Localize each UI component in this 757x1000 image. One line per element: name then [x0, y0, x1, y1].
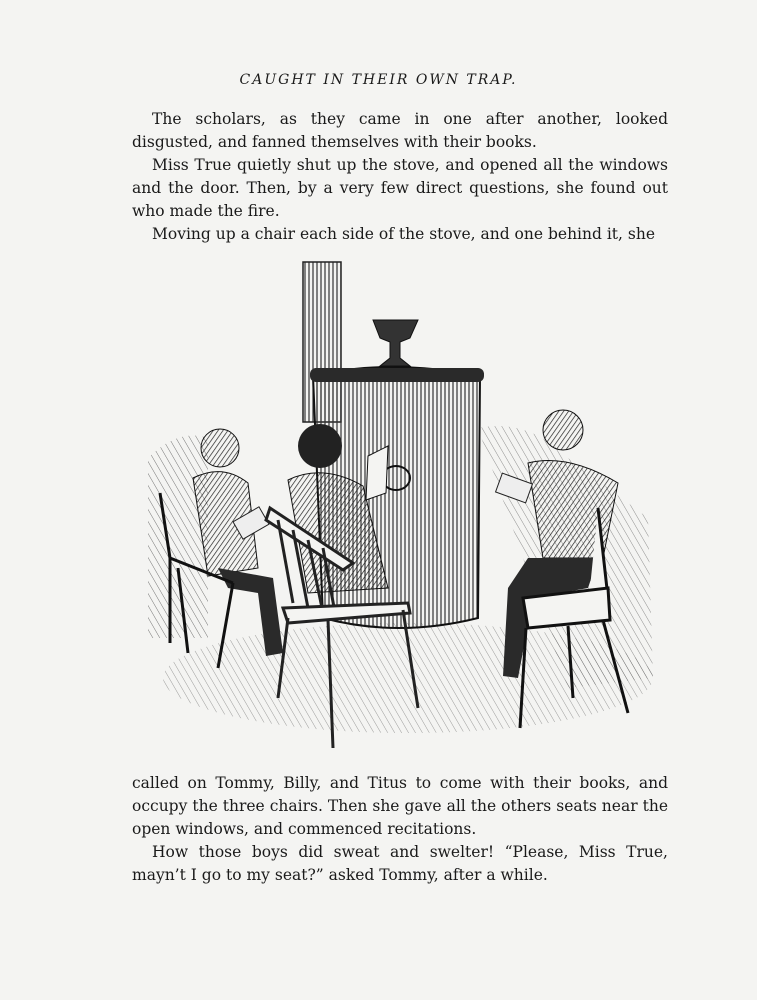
top-text-block	[132, 108, 668, 246]
paragraph: Moving up a chair each side of the stove, and one behind it, she	[152, 225, 655, 243]
paragraph: Miss True quietly shut up the stove, and opened all the windows and the door. Then, by a very few direct questions, she found out who made the fire.	[132, 156, 668, 220]
engraving-illustration	[148, 258, 658, 753]
paragraph: The scholars, as they came in one after another, looked disgusted, and fanned themselves with their books.	[132, 110, 668, 151]
running-head: CAUGHT IN THEIR OWN TRAP.	[239, 72, 518, 88]
paragraph: called on Tommy, Billy, and Titus to come with their books, and occupy the three chairs. Then she gave all the others seats near the open windows, and commenced recitations.	[132, 774, 668, 838]
bottom-text-block	[132, 772, 668, 887]
wall-shading	[148, 436, 208, 639]
stove-urn	[373, 320, 418, 366]
paragraph: How those boys did sweat and swelter! “Please, Miss True, mayn’t I go to my seat?” asked Tommy, after a while.	[132, 843, 668, 884]
